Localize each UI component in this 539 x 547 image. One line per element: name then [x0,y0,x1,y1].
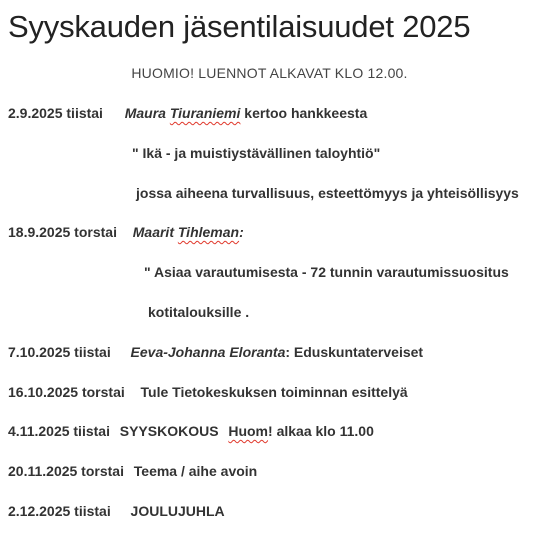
event-row [8,462,257,480]
event-topic: kotitalouksille . [148,304,250,320]
event-speaker: Maarit Tihleman: [132,224,244,240]
event-row [8,383,408,401]
event-date: 2.12.2025 tiistai [8,503,111,519]
event-description: kertoo hankkeesta [244,105,368,121]
event-description: : Eduskuntaterveiset [285,344,424,360]
event-date: 20.11.2025 torstai [8,463,124,479]
event-topic: " Asiaa varautumisesta - 72 tunnin varautumissuositus [144,264,509,280]
page-title: Syyskauden jäsentilaisuudet 2025 [8,9,471,44]
event-description: SYYSKOKOUS [119,423,219,439]
event-date: 16.10.2025 torstai [8,384,125,400]
event-date: 2.9.2025 tiistai [8,105,103,121]
start-time-notice: HUOMIO! LUENNOT ALKAVAT KLO 12.00. [131,65,408,81]
event-row [8,502,225,520]
event-topic: " Ikä - ja muistiystävällinen taloyhtiö" [132,145,381,161]
event-speaker: Maura Tiuraniemi [124,105,241,121]
event-row [8,104,367,122]
event-date: 7.10.2025 tiistai [8,344,111,360]
event-description: JOULUJUHLA [130,503,225,519]
event-description: Teema / aihe avoin [133,463,258,479]
event-speaker: Eeva-Johanna Eloranta [130,344,286,360]
event-row [8,343,423,361]
event-row [8,223,244,241]
event-date: 4.11.2025 tiistai [8,423,110,439]
event-row [8,422,374,440]
event-note: Huom! alkaa klo 11.00 [228,423,374,439]
event-date: 18.9.2025 torstai [8,224,117,240]
event-topic: jossa aiheena turvallisuus, esteettömyys ja yhteisöllisyys [136,185,519,201]
event-description: Tule Tietokeskuksen toiminnan esittelyä [140,384,408,400]
